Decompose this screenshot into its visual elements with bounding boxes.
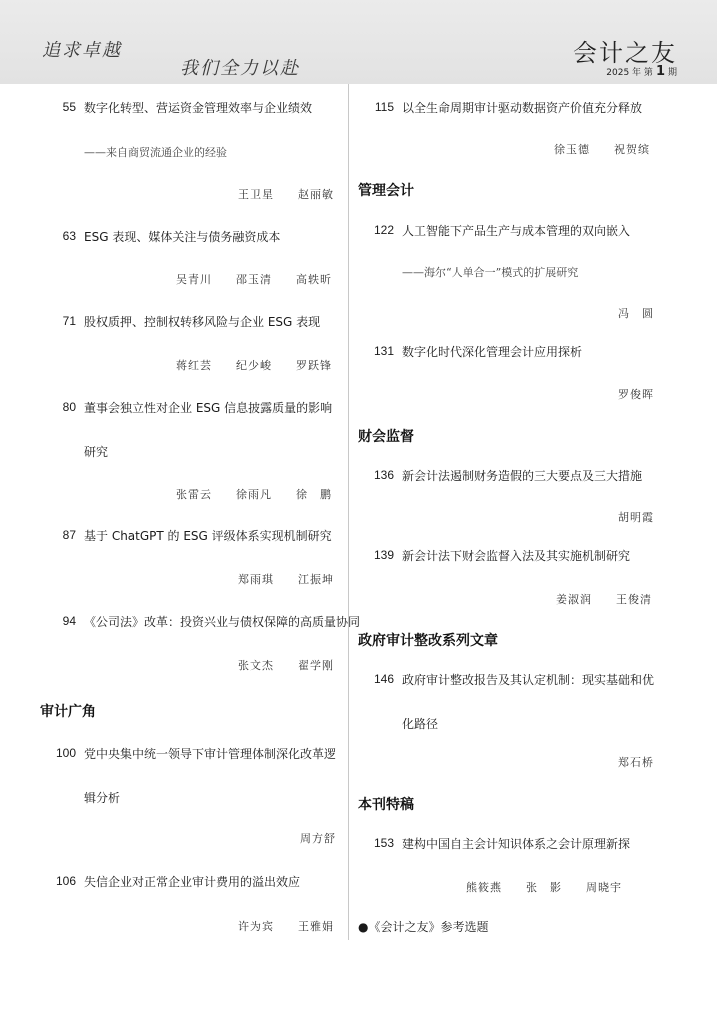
article-authors: 张雷云 徐雨凡 徐 鹏	[176, 488, 332, 501]
article-title-continued: 研究	[84, 445, 109, 459]
toc-entry[interactable]	[358, 822, 678, 866]
toc-entry[interactable]	[358, 454, 678, 498]
article-authors: 冯 圆	[618, 307, 654, 320]
page-number: 122	[373, 223, 394, 237]
article-title: 建构中国自主会计知识体系之会计原理新探	[402, 837, 631, 851]
article-title: 失信企业对正常企业审计费用的溢出效应	[84, 875, 301, 889]
article-title: 《公司法》改革：投资兴业与债权保障的高质量协同	[84, 615, 361, 629]
page-number: 139	[373, 548, 394, 562]
issue-info	[606, 64, 677, 79]
toc-entry[interactable]	[358, 330, 678, 374]
article-title: 新会计法下财会监督入法及其实施机制研究	[402, 549, 631, 563]
slogan-line-1: 追求卓越	[42, 40, 122, 61]
reference-topics-link[interactable]: ●《会计之友》参考选题	[358, 920, 489, 934]
issue-number: 1	[655, 64, 665, 79]
page-header	[0, 0, 717, 84]
article-authors: 郑石桥	[618, 756, 654, 769]
page-number: 63	[62, 229, 76, 243]
toc-entry[interactable]	[40, 514, 338, 558]
article-authors: 徐玉德 祝贺缤	[554, 143, 650, 156]
page-number: 87	[62, 528, 76, 542]
toc-entry[interactable]	[40, 732, 338, 820]
article-authors: 吴青川 邵玉清 高轶昕	[176, 273, 332, 286]
toc-entry[interactable]	[40, 860, 338, 904]
article-authors: 郑雨琪 江振坤	[238, 573, 334, 586]
page-number: 131	[373, 344, 394, 358]
page-number: 80	[62, 400, 76, 414]
page-number: 100	[55, 746, 76, 760]
issue-year: 2025 年 第	[606, 68, 653, 78]
section-heading-gov-audit: 政府审计整改系列文章	[358, 633, 498, 649]
article-title: 数字化转型、营运资金管理效率与企业绩效	[84, 101, 313, 115]
article-authors: 姜淑润 王俊清	[556, 593, 652, 606]
article-title: 基于 ChatGPT 的 ESG 评级体系实现机制研究	[84, 529, 332, 543]
article-authors: 胡明霞	[618, 511, 654, 524]
page-number: 115	[374, 100, 394, 114]
toc-entry[interactable]	[40, 600, 361, 644]
article-title: 新会计法遏制财务造假的三大要点及三大措施	[402, 469, 643, 483]
toc-entry[interactable]	[40, 86, 338, 130]
page-number: 55	[62, 100, 76, 114]
toc-entry[interactable]	[40, 386, 338, 474]
magazine-title: 会计之友	[573, 39, 677, 67]
section-heading-management: 管理会计	[358, 183, 414, 199]
article-authors: 王卫星 赵丽敏	[238, 188, 334, 201]
section-heading-special: 本刊特稿	[358, 797, 414, 813]
article-authors: 熊筱燕 张 影 周晓宇	[466, 881, 622, 894]
toc-entry[interactable]	[40, 215, 338, 259]
issue-suffix: 期	[667, 68, 677, 78]
column-divider	[348, 84, 349, 940]
article-subtitle: ——来自商贸流通企业的经验	[84, 146, 227, 159]
article-title: 党中央集中统一领导下审计管理体制深化改革逻	[84, 747, 337, 761]
page-number: 71	[62, 314, 76, 328]
article-authors: 许为宾 王雅娟	[238, 920, 334, 933]
toc-entry[interactable]	[358, 534, 678, 578]
page-number: 94	[62, 614, 76, 628]
page-number: 153	[373, 836, 394, 850]
slogan-line-2: 我们全力以赴	[180, 58, 300, 79]
article-title: 以全生命周期审计驱动数据资产价值充分释放	[402, 101, 643, 115]
article-title: ESG 表现、媒体关注与债务融资成本	[84, 230, 281, 244]
article-authors: 张文杰 翟学刚	[238, 659, 334, 672]
toc-entry[interactable]	[358, 86, 678, 130]
page-number: 106	[55, 874, 76, 888]
toc-entry[interactable]	[358, 209, 678, 253]
article-title-continued: 辑分析	[84, 791, 121, 805]
article-title: 数字化时代深化管理会计应用探析	[402, 345, 583, 359]
article-title: 董事会独立性对企业 ESG 信息披露质量的影响	[84, 401, 333, 415]
article-title: 股权质押、控制权转移风险与企业 ESG 表现	[84, 315, 321, 329]
article-subtitle: ——海尔“人单合一”模式的扩展研究	[402, 266, 579, 279]
article-title: 政府审计整改报告及其认定机制：现实基础和优	[402, 673, 655, 687]
article-authors: 罗俊晖	[618, 388, 654, 401]
article-title-continued: 化路径	[402, 717, 439, 731]
toc-entry[interactable]	[40, 300, 338, 344]
section-heading-audit: 审计广角	[40, 704, 96, 720]
article-authors: 蒋红芸 纪少峻 罗跃锋	[176, 359, 332, 372]
article-authors: 周方舒	[300, 832, 336, 845]
page-number: 136	[373, 468, 394, 482]
section-heading-supervision: 财会监督	[358, 429, 414, 445]
toc-entry[interactable]	[358, 658, 678, 746]
page-number: 146	[373, 672, 394, 686]
article-title: 人工智能下产品生产与成本管理的双向嵌入	[402, 224, 631, 238]
